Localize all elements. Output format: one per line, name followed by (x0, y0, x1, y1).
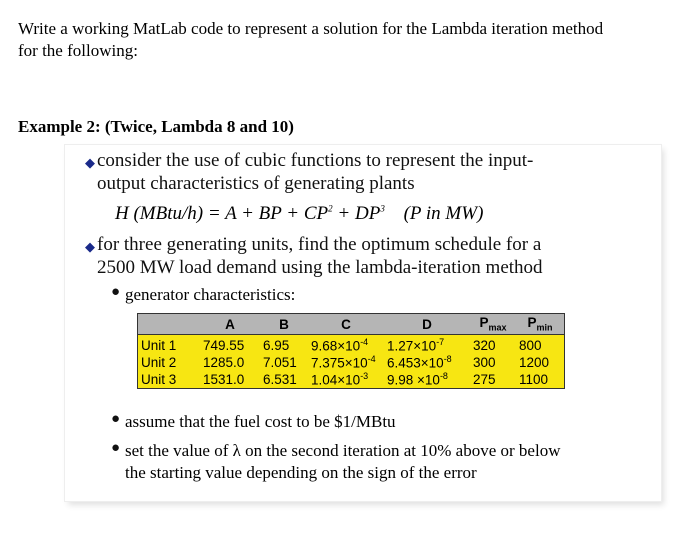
bullet-1 (97, 149, 533, 195)
table-cell: $7.375\times 10^{-4}$ (308, 354, 384, 371)
bullet-2-line-1: for three generating units, find the optimum schedule for a (97, 234, 542, 255)
table-cell: $9.98 \times 10^{-8}$ (384, 371, 470, 389)
slide-image (65, 145, 661, 501)
table-cell: $1.27\times 10^{-7}$ (384, 335, 470, 355)
sub-bullet-1: generator characteristics: (125, 285, 296, 304)
round-bullet-icon: ● (111, 284, 121, 300)
generator-table (137, 313, 565, 389)
sub-bullet-3 (125, 440, 560, 484)
question-line-2: for the following: (18, 41, 138, 60)
table-header-cell: A (200, 314, 260, 335)
formula-rhs: (P in MW) (403, 203, 484, 224)
table-cell: 1285.0 (200, 354, 260, 371)
round-bullet-icon: ● (111, 411, 121, 427)
table-cell: Unit 1 (138, 335, 201, 355)
formula-mid: + DP (332, 203, 381, 224)
table-cell: 6.531 (260, 371, 308, 389)
table-header-row (138, 314, 565, 335)
sub-bullet-3-line-2: the starting value depending on the sign of the error (125, 463, 477, 482)
table-cell: 300 (470, 354, 516, 371)
bullet-2 (97, 233, 543, 279)
table-cell: Unit 2 (138, 354, 201, 371)
table-cell: $1.04\times 10^{-3}$ (308, 371, 384, 389)
formula-exp-2: 2 (328, 203, 333, 214)
cost-formula (115, 203, 483, 225)
diamond-bullet-icon: ◆ (85, 239, 95, 254)
table-cell: 275 (470, 371, 516, 389)
table-header-cell: D (384, 314, 470, 335)
sub-bullet-2: assume that the fuel cost to be $1/MBtu (125, 412, 396, 431)
question-text (18, 18, 688, 62)
question-line-1: Write a working MatLab code to represent a solution for the Lambda iteration method (18, 19, 604, 38)
formula-exp-3: 3 (380, 203, 385, 214)
table-header-cell: C (308, 314, 384, 335)
table-row (138, 354, 565, 371)
formula-lhs: H (MBtu/h) = A + BP + CP (115, 203, 329, 224)
bullet-1-line-1: consider the use of cubic functions to represent the input- (97, 150, 534, 171)
table-header-cell: B (260, 314, 308, 335)
table-cell: 6.95 (260, 335, 308, 355)
table-header-cell (138, 314, 201, 335)
table-cell: 800 (516, 335, 565, 355)
table-cell: Unit 3 (138, 371, 201, 389)
round-bullet-icon: ● (111, 440, 121, 456)
bullet-2-line-2: 2500 MW load demand using the lambda-iteration method (97, 257, 543, 278)
table-cell: $6.453\times 10^{-8}$ (384, 354, 470, 371)
example-title: Example 2: (Twice, Lambda 8 and 10) (18, 117, 294, 136)
table-row (138, 371, 565, 389)
table-header-pmax: $P_{max}$ (470, 314, 516, 335)
sub-bullet-3-line-1: set the value of λ on the second iteration at 10% above or below (125, 441, 561, 460)
table-header-pmin: $P_{min}$ (516, 314, 565, 335)
table-cell: 1200 (516, 354, 565, 371)
diamond-bullet-icon: ◆ (85, 155, 95, 170)
table-cell: 749.55 (200, 335, 260, 355)
table-cell: 7.051 (260, 354, 308, 371)
bullet-1-line-2: output characteristics of generating plants (97, 173, 415, 194)
table-row (138, 335, 565, 355)
table-cell: 1531.0 (200, 371, 260, 389)
table-cell: 1100 (516, 371, 565, 389)
table-cell: 320 (470, 335, 516, 355)
table-cell: $9.68\times 10^{-4}$ (308, 335, 384, 355)
